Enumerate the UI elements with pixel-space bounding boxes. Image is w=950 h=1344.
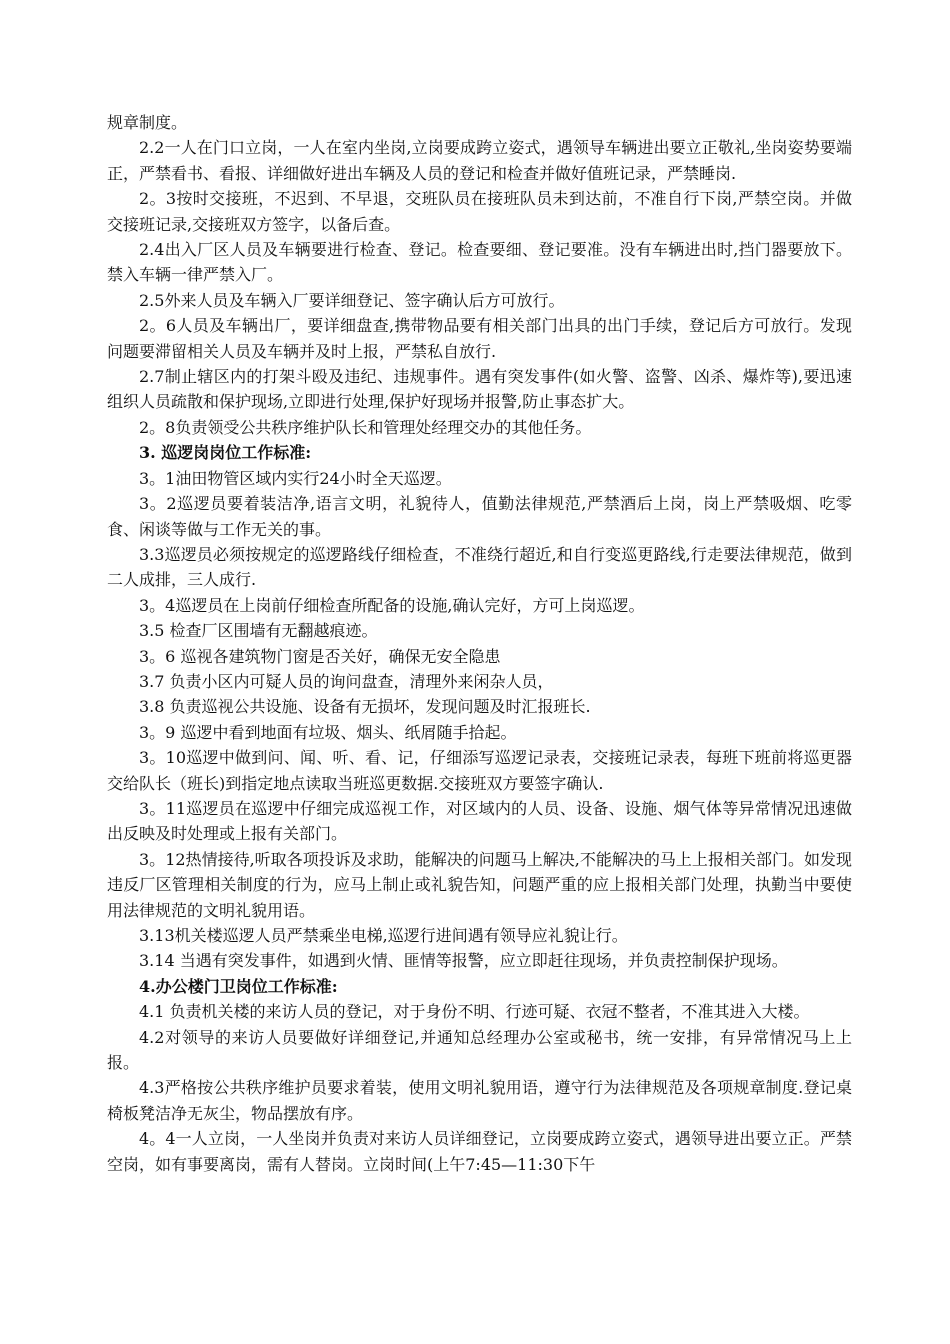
paragraph-2-6: 2。6人员及车辆出厂，要详细盘查,携带物品要有相关部门出具的出门手续，登记后方可放行。发现问题要滞留相关人员及车辆并及时上报，严禁私自放行. bbox=[107, 316, 852, 361]
paragraph-continuation: 规章制度。 bbox=[107, 113, 188, 132]
paragraph-4-1: 4.1 负责机关楼的来访人员的登记，对于身份不明、行迹可疑、衣冠不整者，不准其进入大楼。 bbox=[139, 1002, 810, 1022]
document-page bbox=[107, 110, 852, 1177]
paragraph-3-10: 3。10巡逻中做到问、闻、听、看、记，仔细添写巡逻记录表，交接班记录表，每班下班前将巡更器交给队长（班长)到指定地点读取当班巡更数据.交接班双方要签字确认. bbox=[107, 748, 852, 793]
paragraph-3-7: 3.7 负责小区内可疑人员的询问盘查，清理外来闲杂人员， bbox=[139, 671, 554, 691]
paragraph-2-3: 2。3按时交接班，不迟到、不早退，交班队员在接班队员未到达前，不准自行下岗,严禁空岗。并做交接班记录,交接班双方签字，以备后查。 bbox=[107, 189, 852, 234]
paragraph-3-2: 3。2巡逻员要着装洁净,语言文明，礼貌待人，值勤法律规范,严禁酒后上岗，岗上严禁吸烟、吃零食、闲谈等做与工作无关的事。 bbox=[107, 494, 852, 539]
paragraph-3-1: 3。1油田物管区域内实行24小时全天巡逻。 bbox=[139, 468, 452, 488]
section-heading-3: 3. 巡逻岗岗位工作标准: bbox=[139, 443, 312, 463]
paragraph-3-11: 3。11巡逻员在巡逻中仔细完成巡视工作，对区域内的人员、设备、设施、烟气体等异常情况迅速做出反映及时处理或上报有关部门。 bbox=[107, 798, 852, 844]
section-heading-4: 4.办公楼门卫岗位工作标准: bbox=[139, 976, 338, 996]
paragraph-3-13: 3.13机关楼巡逻人员严禁乘坐电梯,巡逻行进间遇有领导应礼貌让行。 bbox=[139, 926, 628, 945]
paragraph-3-9: 3。9 巡逻中看到地面有垃圾、烟头、纸屑随手拾起。 bbox=[139, 722, 517, 742]
paragraph-3-12: 3。12热情接待,听取各项投诉及求助，能解决的问题马上解决,不能解决的马上上报相关部门。如发现违反厂区管理相关制度的行为，应马上制止或礼貌告知，问题严重的应上报相关部门处理，执勤当中要使用法律规范的文明礼貌用语。 bbox=[107, 849, 852, 920]
paragraph-3-14: 3.14 当遇有突发事件，如遇到火情、匪情等报警，应立即赶往现场，并负责控制保护现场。 bbox=[139, 951, 788, 971]
paragraph-3-3: 3.3巡逻员必须按规定的巡逻路线仔细检查，不准绕行超近,和自行变巡更路线,行走要法律规范，做到二人成排，三人成行. bbox=[107, 544, 852, 590]
paragraph-2-5: 2.5外来人员及车辆入厂要详细登记、签字确认后方可放行。 bbox=[139, 290, 565, 310]
paragraph-2-2: 2.2一人在门口立岗，一人在室内坐岗,立岗要成跨立姿式，遇领导车辆进出要立正敬礼,坐岗姿势要端正，严禁看书、看报、详细做好进出车辆及人员的登记和检查并做好值班记录，严禁睡岗. bbox=[107, 138, 852, 183]
paragraph-3-4: 3。4巡逻员在上岗前仔细检查所配备的设施,确认完好，方可上岗巡逻。 bbox=[139, 595, 645, 615]
paragraph-4-4: 4。4一人立岗，一人坐岗并负责对来访人员详细登记，立岗要成跨立姿式，遇领导进出要立正。严禁空岗，如有事要离岗，需有人替岗。立岗时间(上午7:45—11:30下午 bbox=[107, 1129, 852, 1174]
paragraph-3-8: 3.8 负责巡视公共设施、设备有无损坏，发现问题及时汇报班长. bbox=[139, 697, 591, 717]
paragraph-4-3: 4.3严格按公共秩序维护员要求着装，使用文明礼貌用语，遵守行为法律规范及各项规章制度.登记桌椅板凳洁净无灰尘，物品摆放有序。 bbox=[107, 1078, 852, 1123]
paragraph-4-2: 4.2对领导的来访人员要做好详细登记,并通知总经理办公室或秘书，统一安排，有异常情况马上上报。 bbox=[107, 1027, 852, 1073]
paragraph-2-8: 2。8负责领受公共秩序维护队长和管理处经理交办的其他任务。 bbox=[139, 417, 592, 437]
paragraph-2-4: 2.4出入厂区人员及车辆要进行检查、登记。检查要细、登记要准。没有车辆进出时,挡门器要放下。禁入车辆一律严禁入厂。 bbox=[107, 240, 852, 285]
paragraph-3-5: 3.5 检查厂区围墙有无翻越痕迹。 bbox=[139, 621, 378, 641]
paragraph-2-7: 2.7制止辖区内的打架斗殴及违纪、违规事件。遇有突发事件(如火警、盗警、凶杀、爆炸等),要迅速组织人员疏散和保护现场,立即进行处理,保护好现场并报警,防止事态扩大。 bbox=[107, 367, 852, 412]
paragraph-3-6: 3。6 巡视各建筑物门窗是否关好，确保无安全隐患 bbox=[139, 646, 501, 666]
